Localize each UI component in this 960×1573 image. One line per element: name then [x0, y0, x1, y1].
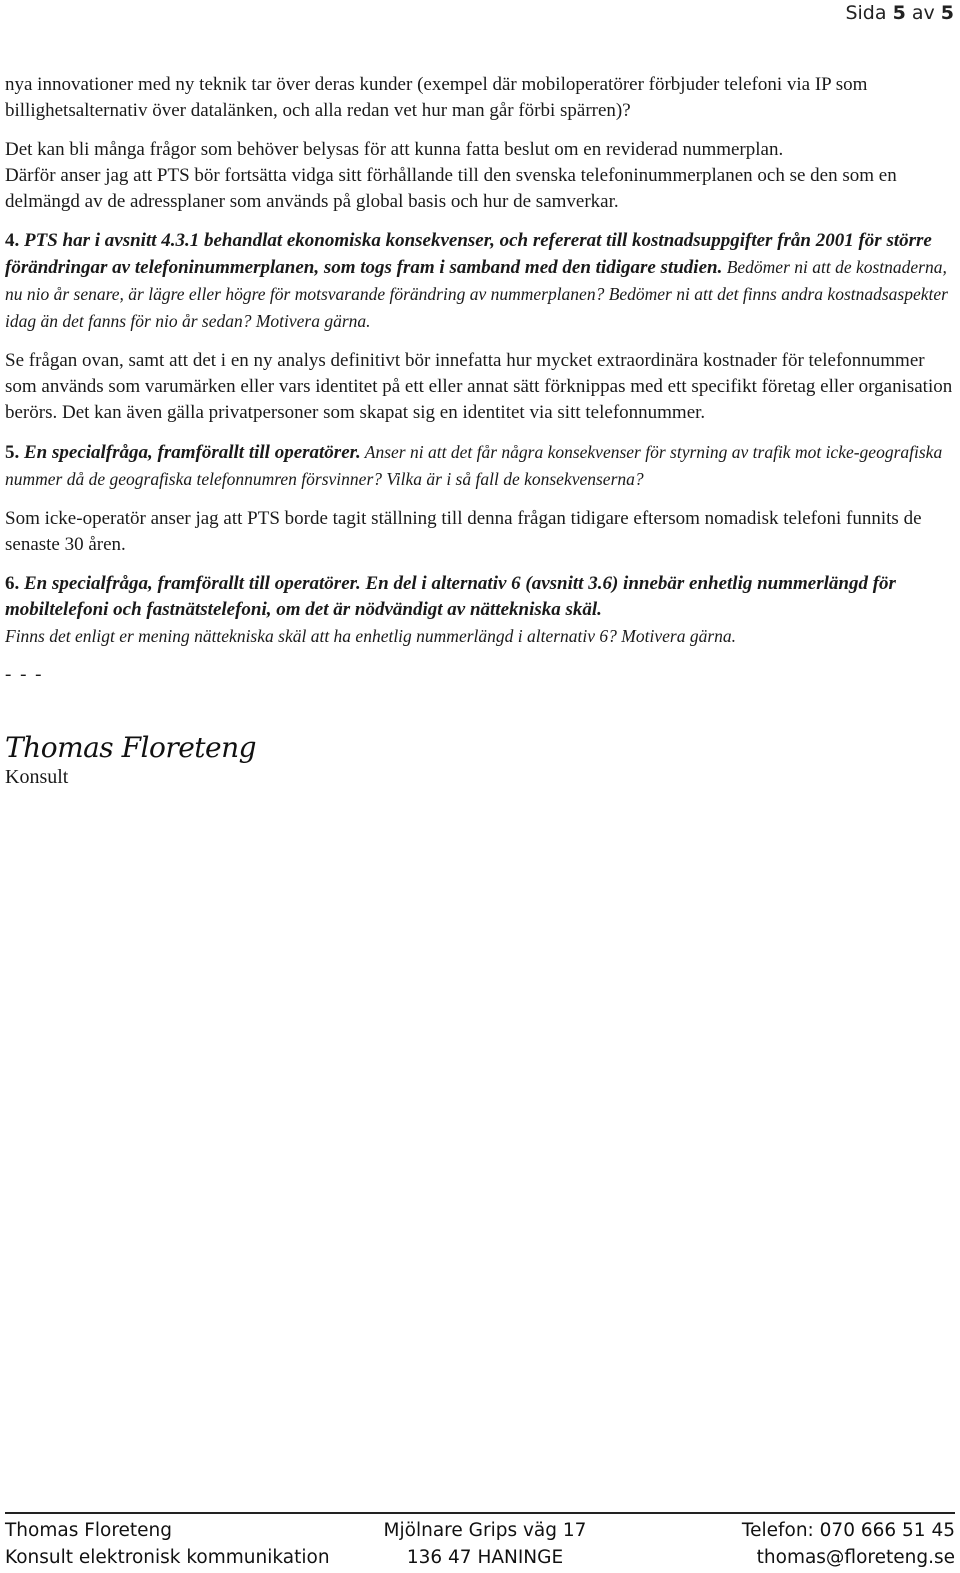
signature: Thomas Floreteng — [5, 731, 257, 764]
footer-email: thomas@floreteng.se — [756, 1547, 955, 1568]
question-4-number: 4. — [5, 230, 24, 251]
page-current: 5 — [892, 2, 906, 24]
question-4-text: Bedömer ni att de kostnaderna, nu nio år senare, är lägre eller högre för motsvarande förändring av nummerplanen? Bedömer ni att det finns andra kostnadsaspekter idag än det fanns för nio år sedan? Motivera gärna. — [5, 257, 948, 331]
paragraph-questions: Det kan bli många frågor som behöver belysas för att kunna fatta beslut om en reviderad nummerplan. — [5, 139, 784, 160]
question-6-heading: En specialfråga, framförallt till operatörer. En del i alternativ 6 (avsnitt 3.6) innebär enhetlig nummerlängd för mobiltelefoni och fastnätstelefoni, om det är nödvändigt av nättekniska skäl. — [5, 573, 896, 620]
answer-5: Som icke-operatör anser jag att PTS borde tagit ställning till denna frågan tidigare eftersom nomadisk telefoni funnits de senaste 30 åren. — [5, 508, 922, 555]
question-6 — [5, 571, 953, 623]
question-6-number: 6. — [5, 573, 24, 594]
question-4-heading: PTS har i avsnitt 4.3.1 behandlat ekonomiska konsekvenser, och refererat till kostnadsuppgifter från 2001 för större förändringar av telefoninummerplanen, som togs fram i samband med den tidigare studien. — [5, 230, 932, 278]
separator-dashes: - - - — [5, 664, 44, 685]
footer-city: 136 47 HANINGE — [406, 1547, 564, 1568]
footer-name: Thomas Floreteng — [5, 1520, 173, 1541]
question-5-text: Anser ni att det får några konsekvenser för styrning av trafik mot icke-geografiska nummer då de geografiska telefonnumren försvinner? Vilka är i så fall de konsekvenserna? — [5, 442, 943, 489]
footer-row-1 — [5, 1517, 955, 1544]
signature-title: Konsult — [5, 766, 69, 788]
page-prefix: Sida — [845, 2, 893, 24]
question-6-text: Finns det enligt er mening nättekniska skäl att ha enhetlig nummerlängd i alternativ 6? Motivera gärna. — [5, 626, 737, 646]
paragraph-innovations: nya innovationer med ny teknik tar över deras kunder (exempel där mobiloperatörer förbjuder telefoni via IP som billighetsalternativ över datalänken, och alla redan vet hur man går förbi spärren)? — [5, 74, 868, 121]
question-5 — [5, 439, 953, 493]
page-total: 5 — [940, 2, 954, 24]
paragraph-pts-recommendation: Därför anser jag att PTS bör fortsätta vidga sitt förhållande till den svenska telefoninummerplanen och se den som en delmängd av de adressplaner som används på global basis och hur de samverkar. — [5, 165, 897, 212]
footer-row-2 — [5, 1544, 955, 1571]
answer-4: Se frågan ovan, samt att det i en ny analys definitivt bör innefatta hur mycket extraordinära kostnader för telefonnummer som används som varumärken eller vars identitet på ett eller annat sätt förknippas med ett specifikt företag eller organisation berörs. Det kan även gälla privatpersoner som skapat sig en identitet via sitt telefonnummer. — [5, 350, 953, 423]
page-separator: av — [905, 2, 941, 24]
footer-street: Mjölnare Grips väg 17 — [383, 1520, 587, 1541]
footer-divider — [5, 1512, 955, 1514]
document-body — [5, 72, 953, 790]
question-5-number: 5. — [5, 442, 24, 463]
page-number — [845, 2, 954, 24]
footer-phone: Telefon: 070 666 51 45 — [741, 1520, 955, 1541]
footer-role: Konsult elektronisk kommunikation — [5, 1547, 330, 1568]
question-5-heading: En specialfråga, framförallt till operatörer. — [24, 442, 361, 463]
question-4 — [5, 228, 953, 335]
page-footer — [5, 1517, 955, 1571]
